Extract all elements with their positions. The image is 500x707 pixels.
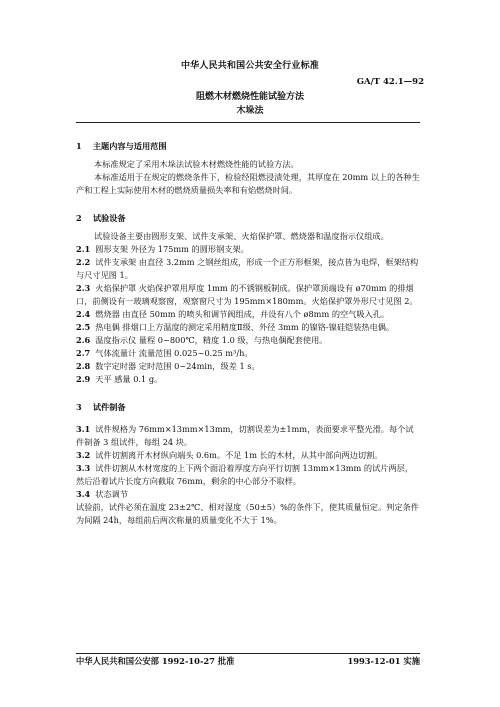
clause-text: 温度指示仪 量程 0~800℃，精度 1.0 级，与热电偶配套使用。 [95,335,328,345]
agency-title: 中华人民共和国公共安全行业标准 [180,61,319,71]
clause [76,321,420,334]
approval-date: 中华人民共和国公安部 1992-10-27 批准 [76,656,235,666]
clause-number: 2.2 [76,257,91,267]
clause-number: 2.8 [76,361,91,371]
section-title: 主题内容与适用范围 [92,141,167,151]
clause-number: 2.1 [76,244,91,254]
standard-title: 阻燃木材燃烧性能试验方法 [195,92,304,102]
clause-text: 试件规格为 76mm×13mm×13mm，切割误差为±1mm，表面要求平整光滑。每个试件制备 3 组试件，每组 24 块。 [76,424,414,447]
paragraph: 试验设备主要由圆形支架、试件支承架、火焰保护罩、燃烧器和温度指示仪组成。 [94,231,389,241]
clause-number: 2.3 [76,283,91,293]
section-heading [76,140,420,153]
clause-number: 3.4 [76,489,91,499]
section-heading [76,212,420,225]
clause-number: 2.4 [76,309,91,319]
clause-text: 数字定时器 定时范围 0~24min，级差 1 s。 [95,361,260,371]
clause-text: 天平 感量 0.1 g。 [95,374,163,384]
clause [76,282,420,308]
document-body [76,134,420,527]
clause-text: 试件切割离开木材纵向端头 0.6m。不足 1m 长的木材，从其中部向两边切割。 [95,450,383,460]
section-number: 2 [76,213,82,223]
document-header [76,58,424,116]
clause-number: 3.3 [76,463,91,473]
clause [76,347,420,360]
section-title: 试件制备 [92,402,126,412]
paragraph: 本标准适用于在规定的燃烧条件下，检验经阻燃浸渍处理，其厚度在 20mm 以上的各种生产和工程上实际使用木材的燃烧质量损失率和有焰燃烧时间。 [76,172,420,195]
clause-text: 热电偶 排烟口上方温度的测定采用精度Ⅱ级、外径 3mm 的镍铬-镍硅铠装热电偶。 [95,322,395,332]
paragraph: 试验前，试件必须在温度 23±2℃、相对湿度（50±5）%的条件下，使其质量恒定。判定条件为间隔 24h，每组前后两次称量的质量变化不大于 1%。 [76,502,419,525]
clause [76,488,420,501]
clause [76,449,420,462]
clause-text: 火焰保护罩 火焰保护罩用厚度 1mm 的不锈钢板制成。保护罩顶端设有 ø70mm 的排烟口，前侧设有一玻璃观察窗，观察窗尺寸为 195mm×180mm。火焰保护罩外形尺寸见图 2。 [76,283,418,306]
clause-number: 2.7 [76,348,91,358]
clause [76,423,420,449]
clause-text: 状态调节 [95,489,129,499]
clause-text: 圆形支架 外径为 175mm 的圆形钢支架。 [95,244,249,254]
standard-subtitle: 木垛法 [236,106,264,116]
clause-number: 2.9 [76,374,91,384]
clause [76,256,420,282]
clause-number: 3.1 [76,424,91,434]
header-divider [76,122,420,123]
document-footer [76,655,420,667]
effective-date: 1993-12-01 实施 [347,656,420,666]
clause-number: 2.5 [76,322,91,332]
clause-number: 2.6 [76,335,91,345]
standard-code: GA/T 42.1—92 [356,77,424,87]
section-heading [76,401,420,414]
clause [76,334,420,347]
footer-divider [76,653,420,654]
section-number: 3 [76,402,82,412]
clause [76,360,420,373]
paragraph: 本标准规定了采用木垛法试验木材燃烧性能的试验方法。 [94,159,299,169]
clause-text: 试件切割从木材宽度的上下两个面沿着厚度方向平行切割 13mm×13mm 的试片两层，然后沿着试片长度方向截取 76mm，剩余的中心部分不取样。 [76,463,414,486]
clause [76,462,420,488]
clause [76,243,420,256]
section-number: 1 [76,141,82,151]
section-title: 试验设备 [92,213,126,223]
clause [76,308,420,321]
clause-number: 3.2 [76,450,91,460]
clause [76,373,420,386]
clause-text: 气体流量计 流量范围 0.025~0.25 m³/h。 [95,348,253,358]
clause-text: 燃烧器 由直径 50mm 的喷头和调节阀组成，并设有八个 ø8mm 的空气吸入孔。 [95,309,390,319]
clause-text: 试件支承架 由直径 3.2mm 之钢丝组成，形成一个正方形框架，接点皆为电焊，框架结构与尺寸见图 1。 [76,257,419,280]
